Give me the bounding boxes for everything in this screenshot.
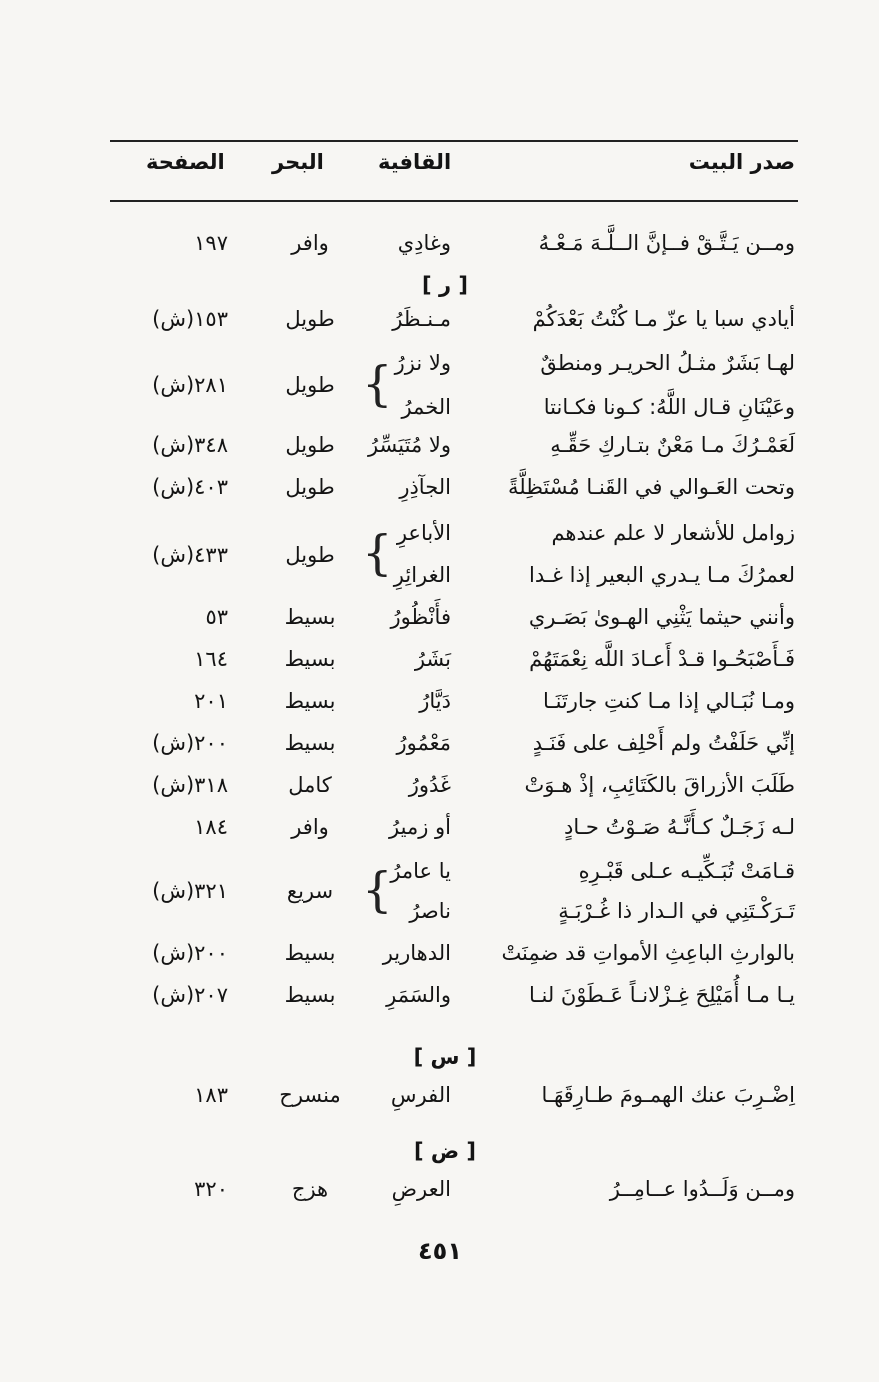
- verse: وأنني حيثما يَثْنِي الهـوىٰ بَصَـري: [528, 605, 795, 629]
- meter: طويل: [285, 307, 335, 331]
- verse: طَلَبَ الأزراقَ بالكَتَائِبِ، إذْ هـوَتْ: [524, 773, 795, 797]
- meter: وافر: [291, 231, 329, 255]
- page-number: ٤٥١: [418, 1237, 462, 1265]
- top-rule: [110, 140, 798, 142]
- verse: لعمرُكَ مـا يـدري البعير إذا غـدا: [529, 563, 795, 587]
- page-ref: ٥٣: [205, 605, 228, 629]
- qafia: غَدُورُ: [408, 773, 451, 797]
- verse: زوامل للأشعار لا علم عندهم: [551, 521, 795, 545]
- meter: سريع: [286, 879, 334, 903]
- page-ref: ١٦٤: [194, 647, 228, 671]
- qafia: يا عامرُ: [390, 859, 451, 883]
- verse: لـه زَجَـلٌ كـأَنَّـهُ صَـوْتُ حـادٍ: [564, 815, 795, 839]
- meter: بسيط: [284, 647, 336, 671]
- qafia: الخمرُ: [401, 395, 451, 419]
- meter: وافر: [291, 815, 329, 839]
- qafia: بَشَرُ: [414, 647, 451, 671]
- page-ref: ١٨٣: [194, 1083, 228, 1107]
- header-meter: البحر: [272, 150, 324, 174]
- qafia: أو زميرُ: [389, 815, 451, 839]
- qafia: الأباعرِ: [396, 521, 451, 545]
- header-qafia: القافية: [378, 150, 452, 174]
- meter: كامل: [288, 773, 332, 797]
- section-ra: [ ر ]: [422, 273, 468, 297]
- meter: بسيط: [284, 983, 336, 1007]
- qafia: الجآذِرِ: [399, 475, 451, 499]
- qafia: وغادِي: [397, 231, 451, 255]
- verse: يـا مـا أُمَيْلِحَ غِـزْلانـاً عَـطَوْنَ لنـا: [528, 983, 795, 1007]
- qafia: الغرائِرِ: [393, 563, 451, 587]
- brace-icon: {: [362, 356, 393, 412]
- page-ref: ٣٤٨(ش): [152, 433, 228, 457]
- header-verse: صدر البيت: [688, 150, 795, 174]
- verse: أيادي سبا يا عزّ مـا كُنْتُ بَعْدَكُمْ: [532, 307, 795, 331]
- meter: طويل: [285, 543, 335, 567]
- meter: طويل: [285, 373, 335, 397]
- verse: فَـأَصْبَحُـوا قـدْ أَعـادَ اللَّه نِعْمَتَهُمْ: [529, 647, 795, 671]
- page-ref: ١٥٣(ش): [152, 307, 228, 331]
- qafia: العرضِ: [391, 1177, 451, 1201]
- qafia: فأَنْظُورُ: [390, 605, 451, 629]
- verse: لَعَمْـرُكَ مـا مَعْنٌ بتـاركِ حَقِّـهِ: [550, 433, 795, 457]
- brace-icon: {: [362, 862, 393, 918]
- header-rule: [110, 200, 798, 202]
- meter: هزج: [291, 1177, 329, 1201]
- section-dad: [ ض ]: [413, 1139, 477, 1163]
- qafia: دَيَّارُ: [419, 689, 451, 713]
- meter: بسيط: [284, 731, 336, 755]
- meter: طويل: [285, 433, 335, 457]
- verse: ومـا نُبَـالي إذا مـا كنتِ جارتَنَـا: [543, 689, 795, 713]
- section-sin: [ س ]: [413, 1045, 477, 1069]
- verse: بالوارثِ الباعِثِ الأمواتِ قد ضمِنَتْ: [501, 941, 795, 965]
- verse: ومــن يَـتَّـقْ فــإنَّ الــلَّـهَ مَـعْـهُ: [538, 231, 795, 255]
- page-ref: ٣٢٠: [194, 1177, 228, 1201]
- verse: لهـا بَشَرٌ مثـلُ الحريـر ومنطقٌ: [540, 351, 795, 375]
- qafia: مـنـظَرُ: [392, 307, 451, 331]
- brace-icon: {: [362, 525, 393, 581]
- page-ref: ٢٠١: [194, 689, 228, 713]
- qafia: الفرسِ: [390, 1083, 451, 1107]
- meter: طويل: [285, 475, 335, 499]
- qafia: ولا نزرُ: [394, 351, 451, 375]
- qafia: مَعْمُورُ: [396, 731, 451, 755]
- qafia: الدهارير: [382, 941, 451, 965]
- meter: منسرح: [279, 1083, 341, 1107]
- verse: اِضْـرِبَ عنك الهمـومَ طـارِقَهَـا: [541, 1083, 795, 1107]
- page-ref: ١٩٧: [194, 231, 228, 255]
- page-ref: ٢٠٠(ش): [152, 941, 228, 965]
- page-ref: ١٨٤: [194, 815, 228, 839]
- meter: بسيط: [284, 941, 336, 965]
- page-ref: ٢٠٠(ش): [152, 731, 228, 755]
- verse: إنِّي حَلَفْتُ ولم أَحْلِف على فَنَـدٍ: [532, 731, 795, 755]
- verse: تَـرَكْـتَنِي في الـدار ذا غُـرْبَـةٍ: [558, 899, 795, 923]
- meter: بسيط: [284, 689, 336, 713]
- verse: قـامَتْ تُبَـكِّيـه عـلى قَبْـرِهِ: [578, 859, 795, 883]
- qafia: ناصرُ: [409, 899, 451, 923]
- page-ref: ٤٣٣(ش): [152, 543, 228, 567]
- qafia: والسَمَرِ: [386, 983, 451, 1007]
- page-ref: ٣١٨(ش): [152, 773, 228, 797]
- verse: وتحت العَـوالي في القَنـا مُسْتَظِلَّةً: [507, 475, 795, 499]
- header-page: الصفحة: [146, 150, 225, 174]
- verse: ومــن وَلَــدُوا عــامِــرُ: [609, 1177, 795, 1201]
- page-ref: ٢٨١(ش): [152, 373, 228, 397]
- verse: وعَيْنَانِ قـال اللَّهُ: كـونا فكـانتا: [543, 395, 795, 419]
- qafia: ولا مُتَيَسِّرُ: [367, 433, 451, 457]
- meter: بسيط: [284, 605, 336, 629]
- page-ref: ٢٠٧(ش): [152, 983, 228, 1007]
- page-ref: ٤٠٣(ش): [152, 475, 228, 499]
- page-ref: ٣٢١(ش): [152, 879, 228, 903]
